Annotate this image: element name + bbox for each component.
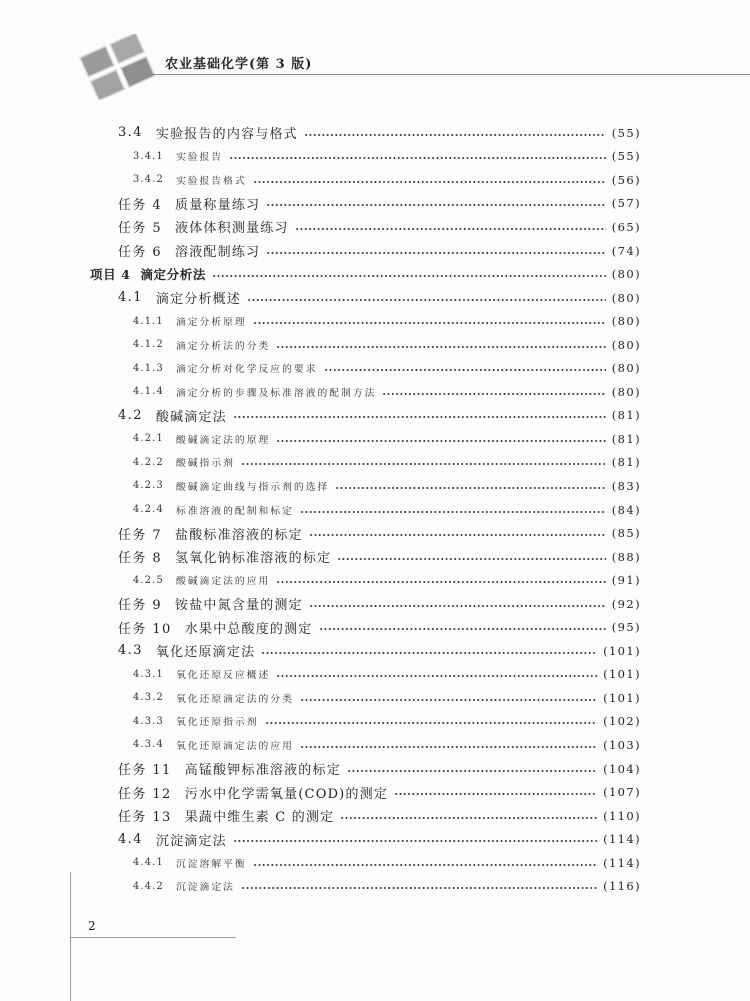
entry-number: 任务 6 bbox=[118, 245, 163, 260]
entry-number: 4.3 bbox=[118, 643, 143, 659]
dot-leader bbox=[276, 675, 597, 677]
dot-leader bbox=[394, 793, 597, 795]
entry-title: 酸碱滴定法的应用 bbox=[175, 576, 271, 588]
entry-title: 实验报告的内容与格式 bbox=[155, 127, 298, 143]
entry-title: 实验报告格式 bbox=[175, 175, 247, 187]
entry-page: (81) bbox=[611, 455, 641, 470]
entry-number: 4.3.3 bbox=[133, 715, 164, 727]
toc-entry bbox=[0, 827, 641, 851]
entry-page: (91) bbox=[611, 573, 641, 588]
entry-title: 氧化还原滴定法 bbox=[155, 645, 256, 661]
entry-title: 滴定分析对化学反应的要求 bbox=[175, 364, 318, 376]
dot-leader bbox=[266, 252, 606, 254]
entry-number: 4.2.3 bbox=[133, 480, 164, 492]
entry-page: (83) bbox=[611, 478, 641, 493]
entry-number: 任务 8 bbox=[118, 551, 163, 567]
entry-page: (85) bbox=[611, 526, 641, 541]
entry-number: 3.4 bbox=[118, 125, 143, 141]
entry-number: 4.2.2 bbox=[133, 456, 164, 468]
footer-horizontal-rule bbox=[70, 937, 236, 938]
toc-entry bbox=[0, 498, 641, 522]
dot-leader bbox=[241, 463, 606, 465]
entry-title: 滴定分析原理 bbox=[175, 317, 247, 329]
toc-project-heading bbox=[0, 262, 641, 286]
entry-title: 高锰酸钾标准溶液的标定 bbox=[184, 763, 341, 779]
header-rule bbox=[124, 74, 750, 75]
dot-leader bbox=[295, 228, 606, 230]
dot-leader bbox=[253, 864, 597, 866]
entry-title: 沉淀滴定法 bbox=[175, 882, 235, 894]
entry-page: (74) bbox=[611, 243, 641, 258]
entry-number: 4.2 bbox=[118, 407, 143, 423]
entry-number: 4.1.3 bbox=[133, 362, 164, 374]
entry-number: 4.3.4 bbox=[133, 739, 164, 751]
entry-page: (80) bbox=[611, 337, 641, 352]
entry-page: (102) bbox=[603, 714, 641, 729]
entry-title: 铵盐中氮含量的测定 bbox=[175, 598, 303, 614]
entry-page: (55) bbox=[611, 125, 641, 140]
entry-page: (101) bbox=[603, 643, 641, 658]
entry-title: 氧化还原滴定法的分类 bbox=[175, 693, 294, 705]
entry-page: (81) bbox=[611, 431, 641, 446]
dot-leader bbox=[340, 817, 597, 819]
entry-number: 4.3.1 bbox=[133, 668, 164, 680]
toc-entry bbox=[0, 733, 641, 757]
toc-entry bbox=[0, 380, 641, 404]
dot-leader bbox=[261, 652, 597, 654]
dot-leader bbox=[309, 534, 606, 536]
entry-page: (107) bbox=[603, 785, 641, 800]
entry-title: 氧化还原指示剂 bbox=[175, 717, 259, 729]
toc-entry bbox=[0, 663, 641, 687]
toc-entry bbox=[0, 427, 641, 451]
dot-leader bbox=[276, 581, 605, 583]
entry-number: 4.1.2 bbox=[133, 339, 164, 351]
entry-page: (104) bbox=[603, 761, 641, 776]
entry-page: (84) bbox=[611, 502, 641, 517]
toc-entry bbox=[0, 404, 641, 428]
entry-page: (80) bbox=[611, 267, 641, 282]
toc-entry bbox=[0, 451, 641, 475]
entry-number: 任务 11 bbox=[118, 763, 172, 779]
entry-number: 任务 5 bbox=[118, 221, 163, 237]
dot-leader bbox=[233, 416, 606, 418]
dot-leader bbox=[309, 605, 606, 607]
entry-page: (110) bbox=[603, 808, 641, 823]
dot-leader bbox=[335, 487, 605, 489]
entry-number: 任务 4 bbox=[118, 197, 163, 213]
toc-entry bbox=[0, 804, 641, 828]
dot-leader bbox=[229, 157, 606, 159]
entry-number: 4.1 bbox=[118, 290, 143, 306]
entry-title: 酸碱滴定曲线与指示剂的选择 bbox=[175, 481, 330, 493]
entry-title: 盐酸标准溶液的标定 bbox=[175, 527, 303, 543]
toc-entry bbox=[0, 121, 641, 145]
entry-title: 酸碱指示剂 bbox=[175, 458, 235, 470]
dot-leader bbox=[241, 887, 597, 889]
dot-leader bbox=[382, 393, 605, 395]
toc-entry bbox=[0, 215, 641, 239]
entry-page: (80) bbox=[611, 290, 641, 305]
entry-number: 3.4.2 bbox=[133, 174, 164, 186]
dot-leader bbox=[337, 558, 606, 560]
toc-entry bbox=[0, 192, 641, 216]
toc-entry bbox=[0, 639, 641, 663]
toc-entry bbox=[0, 875, 641, 899]
entry-title: 氢氧化钠标准溶液的标定 bbox=[175, 551, 332, 567]
entry-title: 滴定分析法 bbox=[140, 267, 206, 283]
dot-leader bbox=[247, 299, 606, 301]
entry-page: (80) bbox=[611, 314, 641, 329]
entry-page: (92) bbox=[611, 596, 641, 611]
entry-title: 酸碱滴定法的原理 bbox=[175, 434, 271, 446]
toc-entry bbox=[0, 474, 641, 498]
toc-entry bbox=[0, 710, 641, 734]
running-header-title: 农业基础化学(第 3 版) bbox=[165, 57, 313, 72]
entry-title: 果蔬中维生素 C 的测定 bbox=[184, 810, 335, 826]
entry-number: 4.1.4 bbox=[133, 386, 164, 398]
entry-page: (114) bbox=[603, 832, 641, 847]
dot-leader bbox=[253, 322, 606, 324]
dot-leader bbox=[300, 699, 597, 701]
entry-title: 实验报告 bbox=[175, 152, 224, 164]
dot-leader bbox=[319, 628, 606, 630]
entry-title: 氧化还原滴定法的应用 bbox=[175, 740, 294, 752]
toc-entry bbox=[0, 168, 641, 192]
dot-leader bbox=[276, 440, 605, 442]
toc-entry bbox=[0, 309, 641, 333]
dot-leader bbox=[233, 840, 597, 842]
entry-page: (80) bbox=[611, 384, 641, 399]
entry-number: 4.2.1 bbox=[133, 433, 164, 445]
entry-number: 4.3.2 bbox=[133, 692, 164, 704]
toc-entry bbox=[0, 757, 641, 781]
entry-number: 3.4.1 bbox=[133, 150, 164, 162]
toc-entry bbox=[0, 592, 641, 616]
dot-leader bbox=[324, 369, 606, 371]
entry-title: 污水中化学需氧量(COD)的测定 bbox=[184, 786, 389, 802]
dot-leader bbox=[212, 275, 606, 277]
entry-title: 酸碱滴定法 bbox=[155, 409, 227, 425]
entry-page: (88) bbox=[611, 549, 641, 564]
entry-number: 4.1.1 bbox=[133, 315, 164, 327]
entry-page: (95) bbox=[611, 620, 641, 635]
toc-entry bbox=[0, 145, 641, 169]
entry-number: 项目 4 bbox=[90, 267, 131, 283]
entry-title: 水果中总酸度的测定 bbox=[184, 621, 313, 637]
entry-title: 质量称量练习 bbox=[175, 197, 261, 213]
dot-leader bbox=[276, 346, 605, 348]
entry-page: (65) bbox=[611, 219, 641, 234]
entry-page: (101) bbox=[603, 690, 641, 705]
entry-page: (116) bbox=[603, 879, 641, 894]
entry-title: 滴定分析法的分类 bbox=[175, 340, 271, 352]
toc-entry bbox=[0, 356, 641, 380]
toc-entry bbox=[0, 333, 641, 357]
dot-leader bbox=[266, 204, 606, 206]
page-number: 2 bbox=[88, 919, 96, 933]
dot-leader bbox=[265, 722, 598, 724]
entry-number: 任务 10 bbox=[118, 621, 172, 637]
entry-page: (55) bbox=[611, 149, 641, 164]
entry-title: 沉淀滴定法 bbox=[155, 833, 227, 849]
toc-entry bbox=[0, 780, 641, 804]
dot-leader bbox=[300, 511, 606, 513]
entry-page: (81) bbox=[611, 408, 641, 423]
toc-entry bbox=[0, 521, 641, 545]
entry-page: (57) bbox=[611, 196, 641, 211]
table-of-contents bbox=[0, 121, 641, 898]
entry-title: 溶液配制练习 bbox=[175, 245, 261, 260]
toc-entry bbox=[0, 615, 641, 639]
toc-entry bbox=[0, 568, 641, 592]
toc-entry bbox=[0, 686, 641, 710]
entry-number: 4.4.2 bbox=[133, 880, 164, 892]
dot-leader bbox=[253, 181, 606, 183]
entry-title: 滴定分析概述 bbox=[155, 292, 242, 308]
dot-leader bbox=[304, 134, 606, 136]
entry-page: (103) bbox=[603, 737, 641, 752]
toc-entry bbox=[0, 851, 641, 875]
entry-number: 4.4.1 bbox=[133, 857, 164, 869]
book-logo-tiles-icon bbox=[72, 34, 168, 100]
dot-leader bbox=[347, 770, 597, 772]
entry-number: 4.4 bbox=[118, 831, 143, 847]
entry-number: 4.2.4 bbox=[133, 504, 164, 516]
entry-page: (80) bbox=[611, 361, 641, 376]
entry-number: 任务 9 bbox=[118, 598, 163, 614]
dot-leader bbox=[300, 746, 597, 748]
entry-number: 任务 12 bbox=[118, 786, 172, 802]
entry-page: (56) bbox=[611, 172, 641, 187]
entry-page: (101) bbox=[603, 667, 641, 682]
entry-page: (114) bbox=[603, 855, 641, 870]
entry-title: 沉淀溶解平衡 bbox=[175, 858, 247, 870]
toc-entry bbox=[0, 239, 641, 263]
entry-title: 标准溶液的配制和标定 bbox=[175, 505, 294, 517]
entry-number: 任务 7 bbox=[118, 527, 163, 543]
entry-title: 液体体积测量练习 bbox=[175, 221, 289, 237]
entry-number: 任务 13 bbox=[118, 810, 172, 826]
toc-entry bbox=[0, 545, 641, 569]
entry-title: 氧化还原反应概述 bbox=[175, 670, 271, 682]
entry-title: 滴定分析的步骤及标准溶液的配制方法 bbox=[175, 387, 377, 399]
toc-entry bbox=[0, 286, 641, 310]
entry-number: 4.2.5 bbox=[133, 574, 164, 586]
